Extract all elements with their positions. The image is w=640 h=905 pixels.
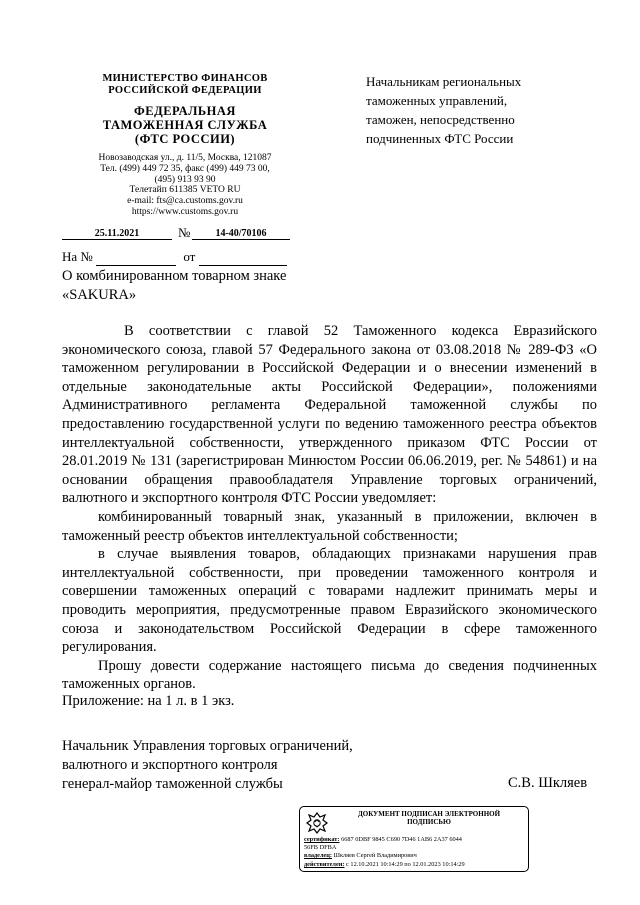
number-sign: № (178, 225, 191, 240)
ministry-name: МИНИСТЕРСТВО ФИНАНСОВ РОССИЙСКОЙ ФЕДЕРАЦИИ (102, 73, 268, 96)
stamp-validity: действителен: с 12.10.2021 10:14:29 по 12.01.2023 10:14:29 (304, 860, 465, 868)
registration-number: 14-40/70106 (192, 228, 290, 240)
body-paragraph: в случае выявления товаров, обладающих признаками нарушения прав интеллектуальной собственности, при проведении таможенного контроля и совершении таможенных операций с товарами надлежит принимать меры и проводить мероприятия, предусмотренные правом Евразийского экономического союза и законодательством Российской Федерации в сфере таможенного регулирования. (62, 546, 597, 656)
letter-subject: О комбинированном товарном знаке «SAKURA» (62, 268, 287, 303)
stamp-details (304, 836, 526, 869)
email: e-mail: fts@ca.customs.gov.ru (127, 196, 243, 207)
stamp-certificate: сертификат: 6687 0DBF 9845 C690 7D46 1AB6 2A37 6044 (304, 836, 462, 843)
reference-date-blank (199, 249, 287, 266)
service-name: ФЕДЕРАЛЬНАЯ ТАМОЖЕННАЯ СЛУЖБА (ФТС РОССИИ) (102, 104, 268, 146)
reference-number-blank (96, 249, 176, 266)
teletype: Телетайп 611385 VETO RU (129, 185, 241, 196)
stamp-certificate-cont: 56FB DFBA (304, 844, 337, 852)
stamp-owner: владелец: Шкляев Сергей Владимирович (304, 852, 417, 860)
address: Новозаводская ул., д. 11/5, Москва, 121087 (98, 153, 272, 163)
electronic-signature-stamp (299, 806, 529, 872)
registration-date: 25.11.2021 (62, 228, 172, 240)
letter-body (62, 322, 597, 694)
website: https://www.customs.gov.ru (131, 206, 239, 217)
signatory-name: С.В. Шкляев (508, 775, 588, 791)
phone-fax: Тел. (499) 449 72 35, факс (499) 449 73 00, (100, 163, 270, 174)
attachment-note: Приложение: на 1 л. в 1 экз. (62, 693, 235, 709)
stamp-title: ДОКУМЕНТ ПОДПИСАН ЭЛЕКТРОННОЙ ПОДПИСЬЮ (357, 810, 501, 826)
recipient-block: Начальникам региональных таможенных управлений, таможен, непосредственно подчиненных ФТС России (366, 74, 522, 146)
body-paragraph: В соответствии с главой 52 Таможенного кодекса Евразийского экономического союза, главой 57 Федерального закона от 03.08.2018 № 289-ФЗ «О таможенном регулировании в Российской Федерации и о внесении изменений в отдельные законодательные акты Российской Федерации», положениями Административного регламента Федеральной таможенной службы по предоставлению государственной услуги по ведению таможенного реестра объектов интеллектуальной собственности, утвержденного приказом ФТС России от 28.01.2019 № 131 (зарегистрирован Минюстом России 06.06.2019, рег. № 54861) и на основании обращения правообладателя Управление торговых ограничений, валютного и экспортного контроля ФТС России уведомляет: (62, 323, 597, 507)
emblem-icon (304, 810, 330, 836)
reference-line: На № от (62, 249, 287, 266)
contact-block (60, 153, 310, 218)
body-paragraph: Прошу довести содержание настоящего письма до сведения подчиненных таможенных органов. (62, 657, 597, 693)
signatory-position: Начальник Управления торговых ограничений, валютного и экспортного контроля генерал-майор таможенной службы (62, 738, 353, 792)
body-paragraph: комбинированный товарный знак, указанный в приложении, включен в таможенный реестр объектов интеллектуальной собственности; (62, 508, 597, 544)
phone-extra: (495) 913 93 90 (154, 174, 216, 185)
